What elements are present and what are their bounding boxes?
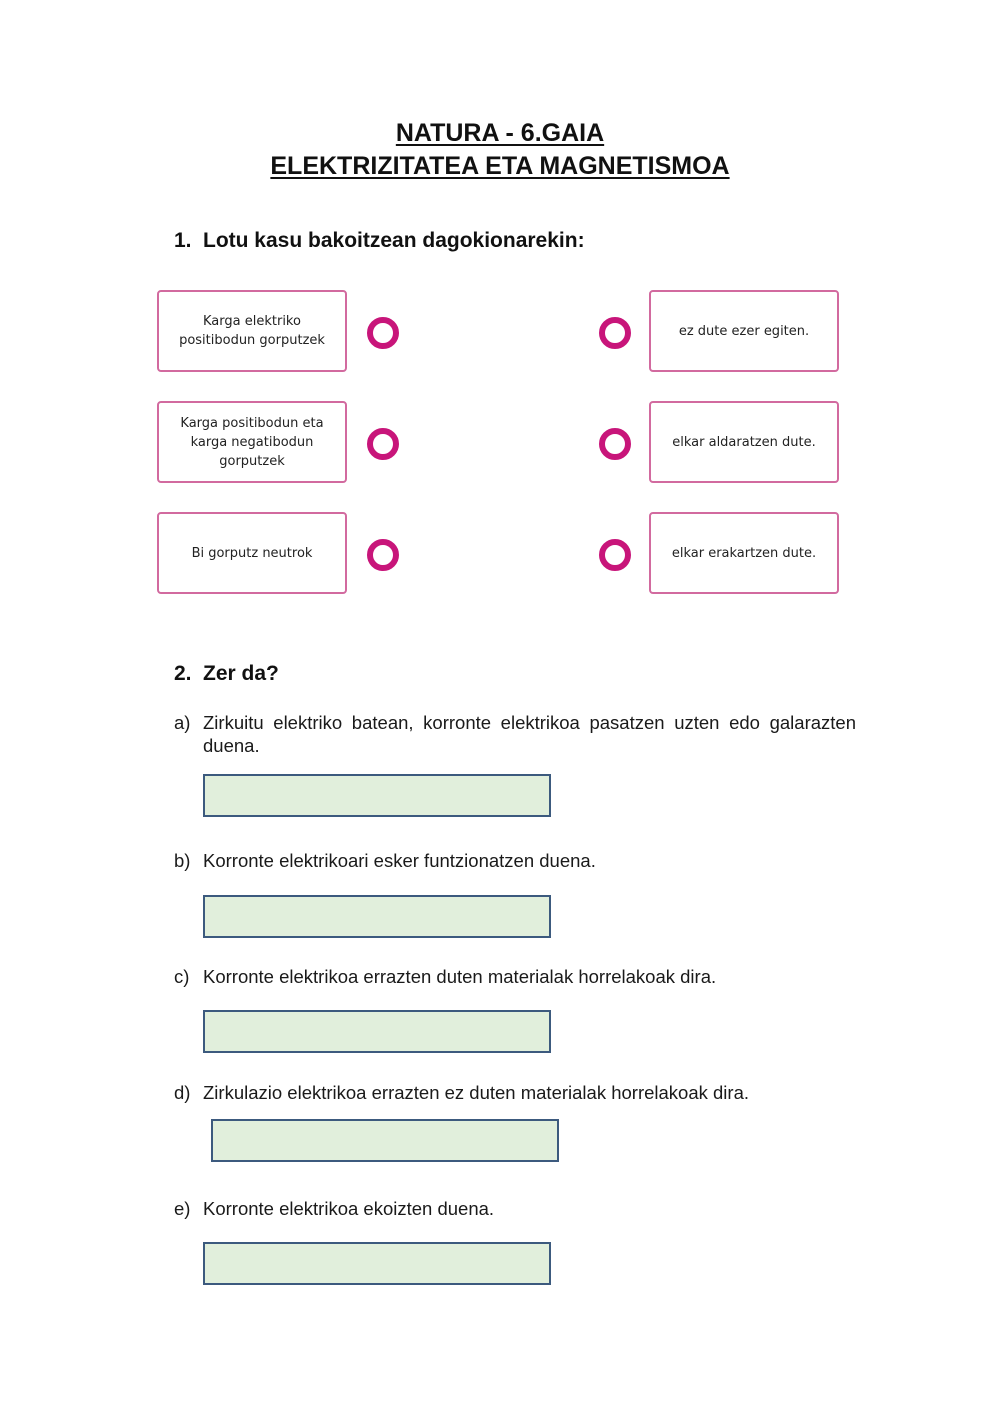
left-item-3: [157, 512, 347, 594]
question-text: Zirkuitu elektriko batean, korronte elektrikoa pasatzen uzten edo galarazten duena.: [203, 712, 856, 756]
right-item-2: [649, 401, 839, 483]
question-letter: d): [174, 1082, 191, 1103]
right-item-label: ez dute ezer egiten.: [678, 323, 810, 339]
question-text: Korronte elektrikoa errazten duten materialak horrelakoak dira.: [203, 966, 717, 987]
worksheet-subtitle: ELEKTRIZITATEA ETA MAGNETISMOA: [270, 152, 730, 180]
worksheet-title: NATURA - 6.GAIA: [395, 119, 605, 147]
section2-heading-text: Zer da?: [203, 662, 279, 685]
section1-heading: [174, 228, 585, 254]
question-e: [174, 1197, 856, 1220]
answer-input-a[interactable]: [203, 774, 551, 817]
answer-input-e[interactable]: [203, 1242, 551, 1285]
question-letter: a): [174, 712, 191, 733]
section2-number: 2.: [174, 662, 192, 685]
left-connector-dot-2[interactable]: [367, 428, 399, 460]
question-a: [174, 711, 856, 757]
left-item-2: [157, 401, 347, 483]
question-text: Korronte elektrikoa ekoizten duena.: [203, 1198, 495, 1219]
left-connector-dot-1[interactable]: [367, 317, 399, 349]
left-item-label: Karga positibodun eta karga negatibodun gorputzek: [180, 415, 324, 469]
section1-number: 1.: [174, 229, 192, 252]
right-item-label: elkar erakartzen dute.: [671, 545, 817, 561]
question-text: Zirkulazio elektrikoa errazten ez duten materialak horrelakoak dira.: [203, 1082, 750, 1103]
right-item-3: [649, 512, 839, 594]
left-connector-dot-3[interactable]: [367, 539, 399, 571]
question-letter: b): [174, 850, 191, 871]
section2-heading: [174, 661, 279, 687]
left-item-1: [157, 290, 347, 372]
question-b: [174, 849, 856, 872]
left-item-label: Bi gorputz neutrok: [191, 545, 313, 561]
right-item-1: [649, 290, 839, 372]
answer-input-c[interactable]: [203, 1010, 551, 1053]
answer-input-b[interactable]: [203, 895, 551, 938]
answer-input-d[interactable]: [211, 1119, 559, 1162]
right-connector-dot-3[interactable]: [599, 539, 631, 571]
question-letter: c): [174, 966, 190, 987]
question-c: [174, 965, 856, 988]
right-connector-dot-1[interactable]: [599, 317, 631, 349]
question-d: [174, 1081, 856, 1104]
section1-heading-text: Lotu kasu bakoitzean dagokionarekin:: [203, 229, 585, 252]
right-connector-dot-2[interactable]: [599, 428, 631, 460]
right-item-label: elkar aldaratzen dute.: [672, 434, 816, 450]
left-item-label: Karga elektriko positibodun gorputzek: [179, 314, 325, 348]
question-letter: e): [174, 1198, 191, 1219]
question-text: Korronte elektrikoari esker funtzionatzen duena.: [203, 850, 596, 871]
